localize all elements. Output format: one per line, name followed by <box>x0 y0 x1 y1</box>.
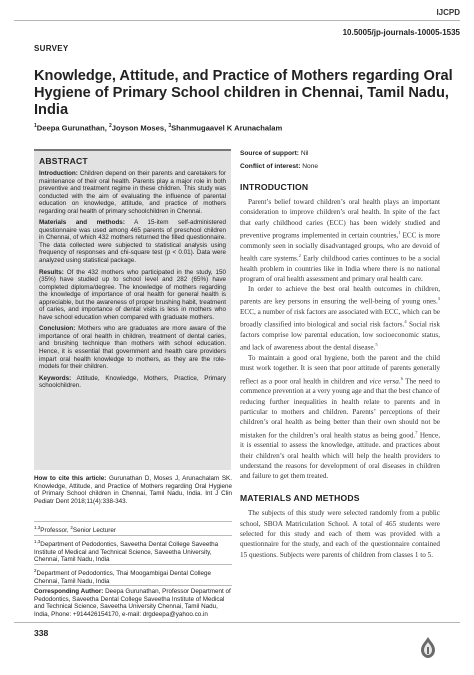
paragraph-text: . <box>398 377 401 386</box>
paragraph-text: Early childhood caries continues to be a social health problem in countries like in India where there is no national program of oral health assessment and primary oral health care. <box>240 254 440 283</box>
citation-label: How to cite this article: <box>34 475 107 482</box>
corresponding-author-label: Corresponding Author: <box>34 588 104 595</box>
paragraph-text: In order to achieve the best oral health outcomes in children, parents are key persons in ensuring the well-being of young ones. <box>240 285 440 306</box>
source-of-support-value: Nil <box>300 150 309 157</box>
article-title: Knowledge, Attitude, and Practice of Mothers regarding Oral Hygiene of Primary School children in Chennai, Tamil Nadu, India <box>34 68 453 118</box>
author-name: Joyson Moses <box>111 123 165 133</box>
conflict-of-interest-label: Conflict of interest: <box>240 163 301 170</box>
doi[interactable]: 10.5005/jp-journals-10005-1535 <box>342 28 460 37</box>
footnote-mark: 1,3 <box>34 539 41 544</box>
footer-rule <box>14 622 460 623</box>
corresponding-author <box>34 588 232 618</box>
reference-mark[interactable]: 4 <box>404 319 407 325</box>
paragraph-text: Parent’s belief toward children’s oral health plays an important consideration to improve children’s oral health. In spite of the fact that early childhood caries (ECC) has been widely studied and preventive programs implemented in certain countries, <box>240 198 440 240</box>
reference-mark[interactable]: 7 <box>415 429 418 435</box>
abstract-heading: ABSTRACT <box>39 156 88 166</box>
italic-text: vice versa <box>369 377 399 386</box>
abstract-methods <box>39 219 226 264</box>
paragraph-text: The need to commence prevention at a very young age and that the best chance of reducing further inequalities in health relate to parents and in particular to mothers and children. Parents’ perceptions of their children’s oral health as being better than their own should not be mistaken for the children’s oral health status as being good. <box>240 377 440 439</box>
abstract-conclusion-label: Conclusion: <box>39 325 76 333</box>
introduction-heading: INTRODUCTION <box>240 182 309 192</box>
paragraph-text: Hence, it is essential to assess the knowledge, attitude. and practices about their children’s oral health which will help the health providers to understand the reasons for development of oral diseases in children and failure to get them treated. <box>240 430 440 481</box>
footnote-mark: 2 <box>70 525 73 530</box>
abstract-results <box>39 269 226 322</box>
footnote-mark: 2 <box>34 568 37 573</box>
methods-heading: MATERIALS AND METHODS <box>240 493 360 504</box>
citation-note <box>34 475 232 506</box>
header-rule <box>14 20 460 21</box>
abstract-introduction-label: Introduction: <box>39 170 78 177</box>
abstract-keywords <box>39 375 226 390</box>
author-affiliation-mark: 2 <box>108 123 112 129</box>
author-name: Shanmugaavel K Arunachalam <box>171 123 283 133</box>
paragraph-text: Social risk factors comprise low parental education, low socioeconomic status, and lack of awareness about the dental disease. <box>240 320 440 352</box>
abstract-keywords-label: Keywords: <box>39 374 72 382</box>
abstract-introduction <box>39 170 226 215</box>
section-label: SURVEY <box>34 44 69 53</box>
footnote-text: Department of Pedodontics, Saveetha Dental College Saveetha Institute of Medical and Technical Science, Saveetha University, Chennai, Tamil Nadu, India <box>34 541 219 564</box>
introduction-paragraph-2 <box>240 284 440 353</box>
reference-mark[interactable]: 5 <box>375 342 378 348</box>
source-of-support-label: Source of support: <box>240 150 299 157</box>
author-name: Deepa Gurunathan <box>36 123 105 133</box>
introduction-paragraph-3 <box>240 353 440 481</box>
abstract-conclusion <box>39 325 226 370</box>
conflict-of-interest-value: None <box>302 163 319 170</box>
footnote-rule <box>34 585 232 586</box>
page-number: 338 <box>34 628 49 638</box>
footnote-text: Department of Pedodontics, Thai Moogambigai Dental College Chennai, Tamil Nadu, India <box>34 570 212 585</box>
footnote-mark: 1,3 <box>34 525 41 530</box>
paragraph-text: ECC, a number of risk factors are associated with ECC, which can be broadly classified into biological and social risk factors. <box>240 308 440 329</box>
footnote-text: Professor, <box>40 527 71 535</box>
author-affiliation-mark: 1 <box>34 123 37 129</box>
abstract-keywords-text: Attitude, Knowledge, Mothers, Practice, Primary schoolchildren. <box>39 374 226 390</box>
author-affiliation-mark: 3 <box>168 123 172 129</box>
reference-mark[interactable]: 2 <box>298 252 301 258</box>
affiliation-1 <box>34 538 232 564</box>
journal-abbreviation: IJCPD <box>436 8 460 17</box>
reference-mark[interactable]: 6 <box>400 375 403 381</box>
abstract-introduction-text: Children depend on their parents and caretakers for maintenance of their oral health. Parents play a major role in both preventive and treatment regime in these children. This study was conducted with the aim of evaluating the influence of parental education on knowledge, attitude, and practice of mothers regarding oral health of primary schoolchildren in Chennai. <box>39 170 227 215</box>
abstract-methods-text: A 15-item self-administered questionnaire was used among 465 parents of preschool children in Chennai, of which 432 mothers returned the filled questionnaire. The data collected were subjected to statistical analysis using frequency of responses and chi-square test (p < 0.01). Data were analyzed using statistical package. <box>39 219 227 265</box>
paragraph-text: ECC is more commonly seen in socially disadvantaged groups, who are devoid of health care systems. <box>240 231 440 263</box>
conflict-of-interest <box>240 163 440 170</box>
footnote-rule <box>34 521 232 522</box>
right-column <box>240 150 440 560</box>
affiliation-2 <box>34 567 232 585</box>
abstract-methods-label: Materials and methods: <box>39 219 125 227</box>
abstract-results-text: Of the 432 mothers who participated in the study, 150 (35%) have studied up to school level and 282 (65%) have completed diploma/degree. The knowledge of mothers regarding the knowledge of importance of oral health for general health is appreciable, but the awareness of proper brushing habit, treatment of caries, and importance of dental visits is less in mothers who have school education when compared with graduate mothers. <box>39 268 226 321</box>
reference-mark[interactable]: 3 <box>437 296 440 302</box>
footnote-text: Senior Lecturer <box>72 527 116 535</box>
introduction-paragraph-1 <box>240 197 440 284</box>
reference-mark[interactable]: 1 <box>398 229 401 235</box>
author-list: $^1$Deepa Gurunathan, $^2$Joyson Moses, $^3$Shanmugaavel K Arunachalam <box>34 123 283 133</box>
abstract-results-label: Results: <box>39 268 64 276</box>
publisher-logo-icon <box>418 636 438 660</box>
author-positions <box>34 524 232 535</box>
paragraph-text: To maintain a good oral hygiene, both the parent and the child must work together. It is seen that poor attitude of parents generally reflect as a poor oral health in children and <box>240 354 440 386</box>
abstract-conclusion-text: Mothers who are graduates are more aware of the importance of oral health in children, treatment of dental caries, and brushing technique than mothers with school education. Hence, it is essential that government and health care providers impart oral health knowledge to mothers, as they are the role-models for their children. <box>39 325 226 371</box>
methods-paragraph: The subjects of this study were selected randomly from a public school, SBOA Matriculation School. A total of 465 students were selected for this study and each of them was provided with a questionnaire for the study, and each of the questionnaire contained 15 questions. Subjects were parents of children from classes 1 to 5. <box>240 509 440 559</box>
footnote-rule <box>34 535 232 536</box>
citation-text: Gurunathan D, Moses J, Arunachalam SK. Knowledge, Attitude, and Practice of Mothers regarding Oral Hygiene of Primary School children in Chennai, Tamil Nadu, India. Int J Clin Pediatr Dent 2018;11(4):338-343. <box>34 475 232 506</box>
source-of-support <box>240 150 440 157</box>
corresponding-author-text: Deepa Gurunathan, Professor Department of Pedodontics, Saveetha Dental College Saveetha Institute of Medical and Technical Science, Saveetha University Chennai, Tamil Nadu, India, Phone: +914426154170, e-mail: drgdeepa@yahoo.co.in <box>34 588 231 618</box>
abstract-box <box>34 149 231 470</box>
footnote-rule <box>34 564 232 565</box>
